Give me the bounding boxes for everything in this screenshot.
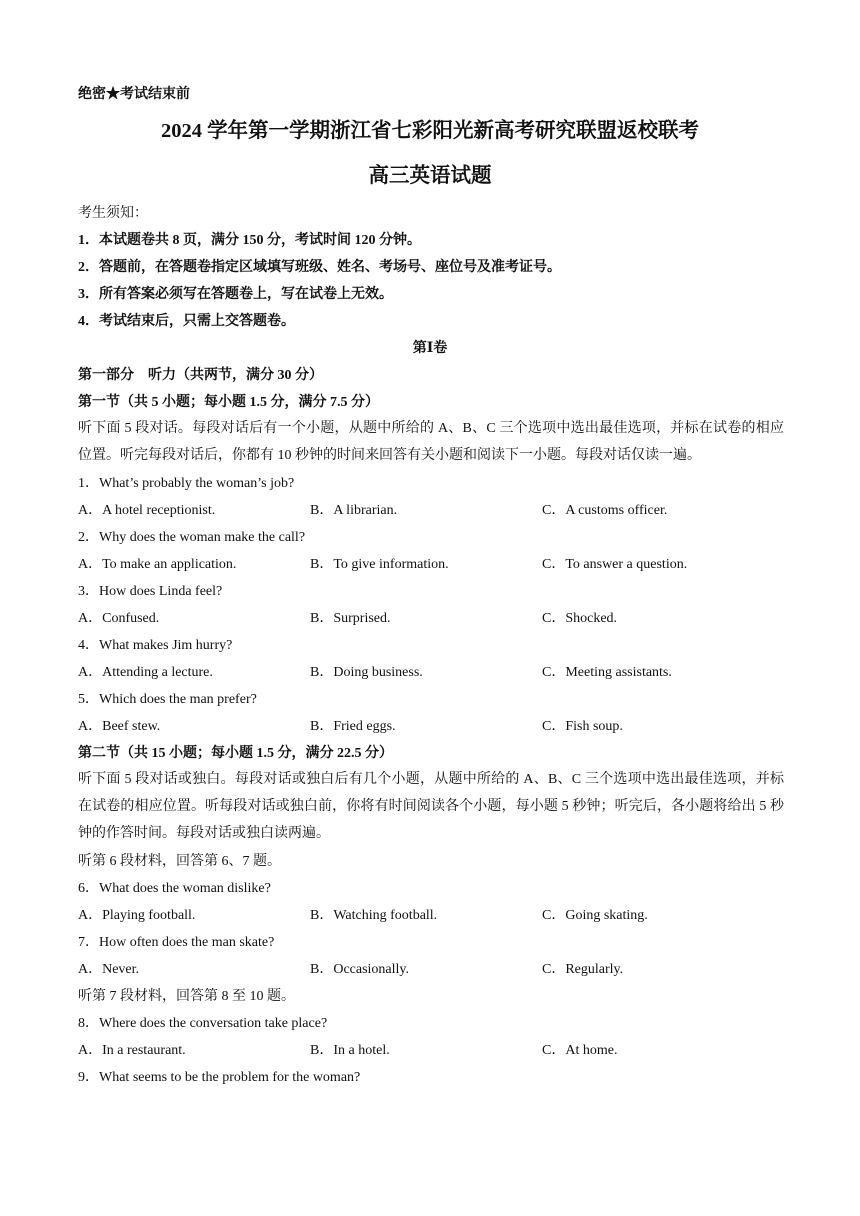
option-a: A．Never. [78, 962, 140, 977]
option-b: B．Doing business. [310, 665, 423, 680]
option-c: C．At home. [542, 1043, 618, 1058]
option-b: B．Watching football. [310, 908, 438, 923]
option-a: A．A hotel receptionist. [78, 503, 216, 518]
option-b: B．A librarian. [310, 503, 398, 518]
section1-heading: 第一节（共 5 小题；每小题 1.5 分，满分 7.5 分） [78, 395, 379, 410]
notice-item: 1．本试题卷共 8 页，满分 150 分，考试时间 120 分钟。 [78, 233, 421, 248]
question-stem: 1．What’s probably the woman’s job? [78, 476, 295, 491]
option-a: A．Beef stew. [78, 719, 161, 734]
notice-item: 4．考试结束后，只需上交答题卷。 [78, 314, 295, 329]
question-stem: 8．Where does the conversation take place? [78, 1016, 328, 1031]
option-c: C．A customs officer. [542, 503, 668, 518]
section2-heading: 第二节（共 15 小题；每小题 1.5 分，满分 22.5 分） [78, 746, 393, 761]
option-c: C．To answer a question. [542, 557, 688, 572]
exam-title: 2024 学年第一学期浙江省七彩阳光新高考研究联盟返校联考 [160, 120, 700, 142]
material-note: 听第 6 段材料，回答第 6、7 题。 [78, 854, 281, 869]
notice-item: 2．答题前，在答题卷指定区域填写班级、姓名、考场号、座位号及准考证号。 [78, 260, 561, 275]
notice-item: 3．所有答案必须写在答题卷上，写在试卷上无效。 [78, 287, 393, 302]
option-b: B．Fried eggs. [310, 719, 396, 734]
part1-heading: 第一部分 听力（共两节，满分 30 分） [78, 368, 323, 383]
question-stem: 7．How often does the man skate? [78, 935, 275, 950]
option-c: C．Meeting assistants. [542, 665, 672, 680]
volume-label: 第Ⅰ卷 [412, 341, 448, 356]
option-b: B．To give information. [310, 557, 449, 572]
option-a: A．To make an application. [78, 557, 237, 572]
option-a: A．Attending a lecture. [78, 665, 213, 680]
option-b: B．Surprised. [310, 611, 391, 626]
section1-instructions: 听下面 5 段对话。每段对话后有一个小题，从题中所给的 A、B、C 三个选项中选出最佳选项，并标在试卷的相应位置。听完每段对话后，你都有 10 秒钟的时间来回答有关小题和阅读下一小题。每段对话仅读一遍。 [78, 421, 784, 463]
question-stem: 4．What makes Jim hurry? [78, 638, 233, 653]
option-b: B．Occasionally. [310, 962, 410, 977]
option-b: B．In a hotel. [310, 1043, 390, 1058]
option-c: C．Regularly. [542, 962, 624, 977]
question-stem: 6．What does the woman dislike? [78, 881, 271, 896]
option-a: A．In a restaurant. [78, 1043, 186, 1058]
option-c: C．Fish soup. [542, 719, 623, 734]
option-c: C．Shocked. [542, 611, 618, 626]
question-stem: 5．Which does the man prefer? [78, 692, 257, 707]
notice-heading: 考生须知： [78, 206, 148, 221]
option-c: C．Going skating. [542, 908, 648, 923]
question-stem: 2．Why does the woman make the call? [78, 530, 306, 545]
confidential-label: 绝密★考试结束前 [78, 87, 190, 102]
section2-instructions: 听下面 5 段对话或独白。每段对话或独白后有几个小题，从题中所给的 A、B、C 三个选项中选出最佳选项，并标在试卷的相应位置。听每段对话或独白前，你将有时间阅读各个小题，每小题 5 秒钟；听完后，各小题将给出 5 秒钟的作答时间。每段对话或独白读两遍。 [78, 772, 784, 841]
question-stem: 9．What seems to be the problem for the woman? [78, 1070, 361, 1085]
question-stem: 3．How does Linda feel? [78, 584, 223, 599]
material-note: 听第 7 段材料，回答第 8 至 10 题。 [78, 989, 295, 1004]
exam-subtitle: 高三英语试题 [368, 165, 492, 187]
option-a: A．Playing football. [78, 908, 196, 923]
option-a: A．Confused. [78, 611, 160, 626]
